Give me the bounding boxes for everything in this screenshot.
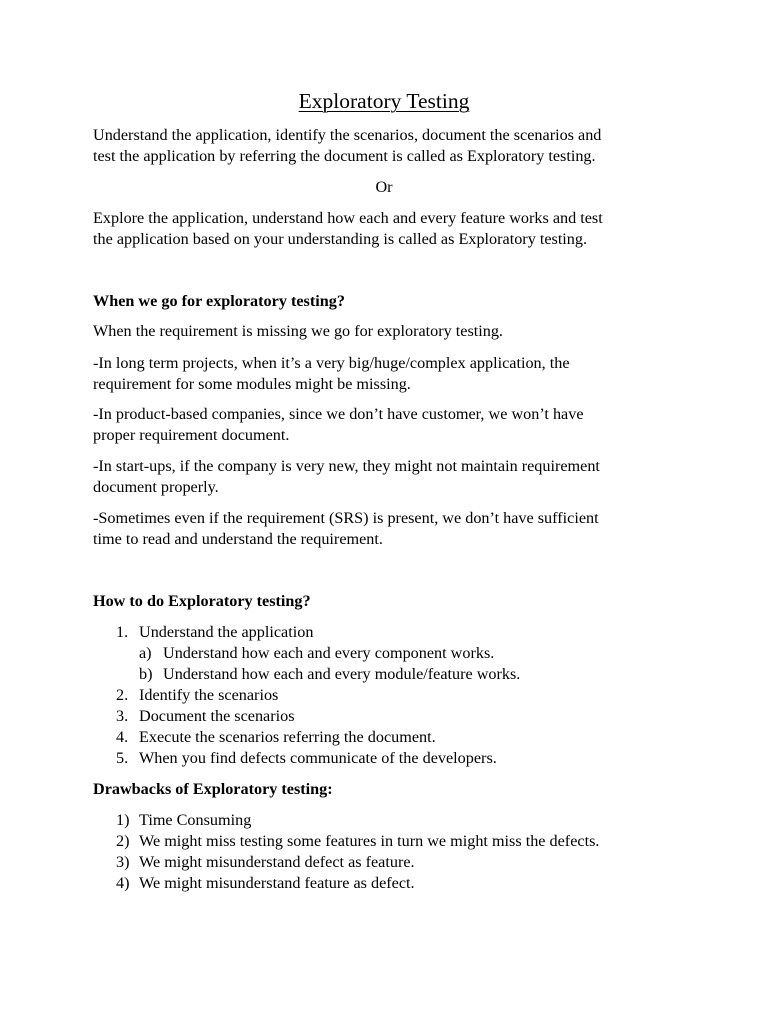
when-point-3-line-2: document properly. xyxy=(93,478,219,496)
how-section-heading: How to do Exploratory testing? xyxy=(93,592,311,610)
list-item-text: Time Consuming xyxy=(139,811,252,829)
list-item-number: 2. xyxy=(116,686,129,704)
when-point-2-line-2: proper requirement document. xyxy=(93,426,290,444)
when-point-4-line-1: -Sometimes even if the requirement (SRS) is present, we don’t have sufficient xyxy=(93,509,599,527)
list-item-number: 3) xyxy=(116,853,130,871)
list-item-text: Understand how each and every module/feature works. xyxy=(163,665,521,683)
list-item-number: 2) xyxy=(116,832,130,850)
list-item-number: 4) xyxy=(116,874,130,892)
definition-2-line-2: the application based on your understanding is called as Exploratory testing. xyxy=(93,230,588,248)
list-item-text: When you find defects communicate of the developers. xyxy=(139,749,497,767)
definition-1-line-1: Understand the application, identify the scenarios, document the scenarios and xyxy=(93,126,602,144)
definition-1-line-2: test the application by referring the document is called as Exploratory testing. xyxy=(93,147,596,165)
list-item-text: Understand how each and every component works. xyxy=(163,644,495,662)
when-section-intro: When the requirement is missing we go for exploratory testing. xyxy=(93,322,503,340)
list-item-number: a) xyxy=(139,644,152,662)
list-item-text: Identify the scenarios xyxy=(139,686,279,704)
list-item-text: We might misunderstand feature as defect. xyxy=(139,874,415,892)
when-section-heading: When we go for exploratory testing? xyxy=(93,292,345,310)
page-title: Exploratory Testing xyxy=(298,89,470,113)
when-point-3-line-1: -In start-ups, if the company is very new, they might not maintain requirement xyxy=(93,457,600,475)
when-point-4-line-2: time to read and understand the requirement. xyxy=(93,530,383,548)
when-point-2-line-1: -In product-based companies, since we don’t have customer, we won’t have xyxy=(93,405,584,423)
drawbacks-section-heading: Drawbacks of Exploratory testing: xyxy=(93,780,333,798)
when-point-1-line-1: -In long term projects, when it’s a very big/huge/complex application, the xyxy=(93,354,570,372)
list-item-number: b) xyxy=(139,665,153,683)
list-item-text: We might miss testing some features in turn we might miss the defects. xyxy=(139,832,600,850)
or-separator: Or xyxy=(375,178,393,196)
definition-2-line-1: Explore the application, understand how each and every feature works and test xyxy=(93,209,603,227)
list-item-number: 4. xyxy=(116,728,129,746)
list-item-text: Document the scenarios xyxy=(139,707,295,725)
list-item-number: 1) xyxy=(116,811,130,829)
list-item-number: 3. xyxy=(116,707,129,725)
list-item-text: Understand the application xyxy=(139,623,314,641)
when-point-1-line-2: requirement for some modules might be missing. xyxy=(93,375,411,393)
list-item-number: 1. xyxy=(116,623,129,641)
list-item-text: We might misunderstand defect as feature. xyxy=(139,853,415,871)
list-item-text: Execute the scenarios referring the document. xyxy=(139,728,436,746)
list-item-number: 5. xyxy=(116,749,129,767)
